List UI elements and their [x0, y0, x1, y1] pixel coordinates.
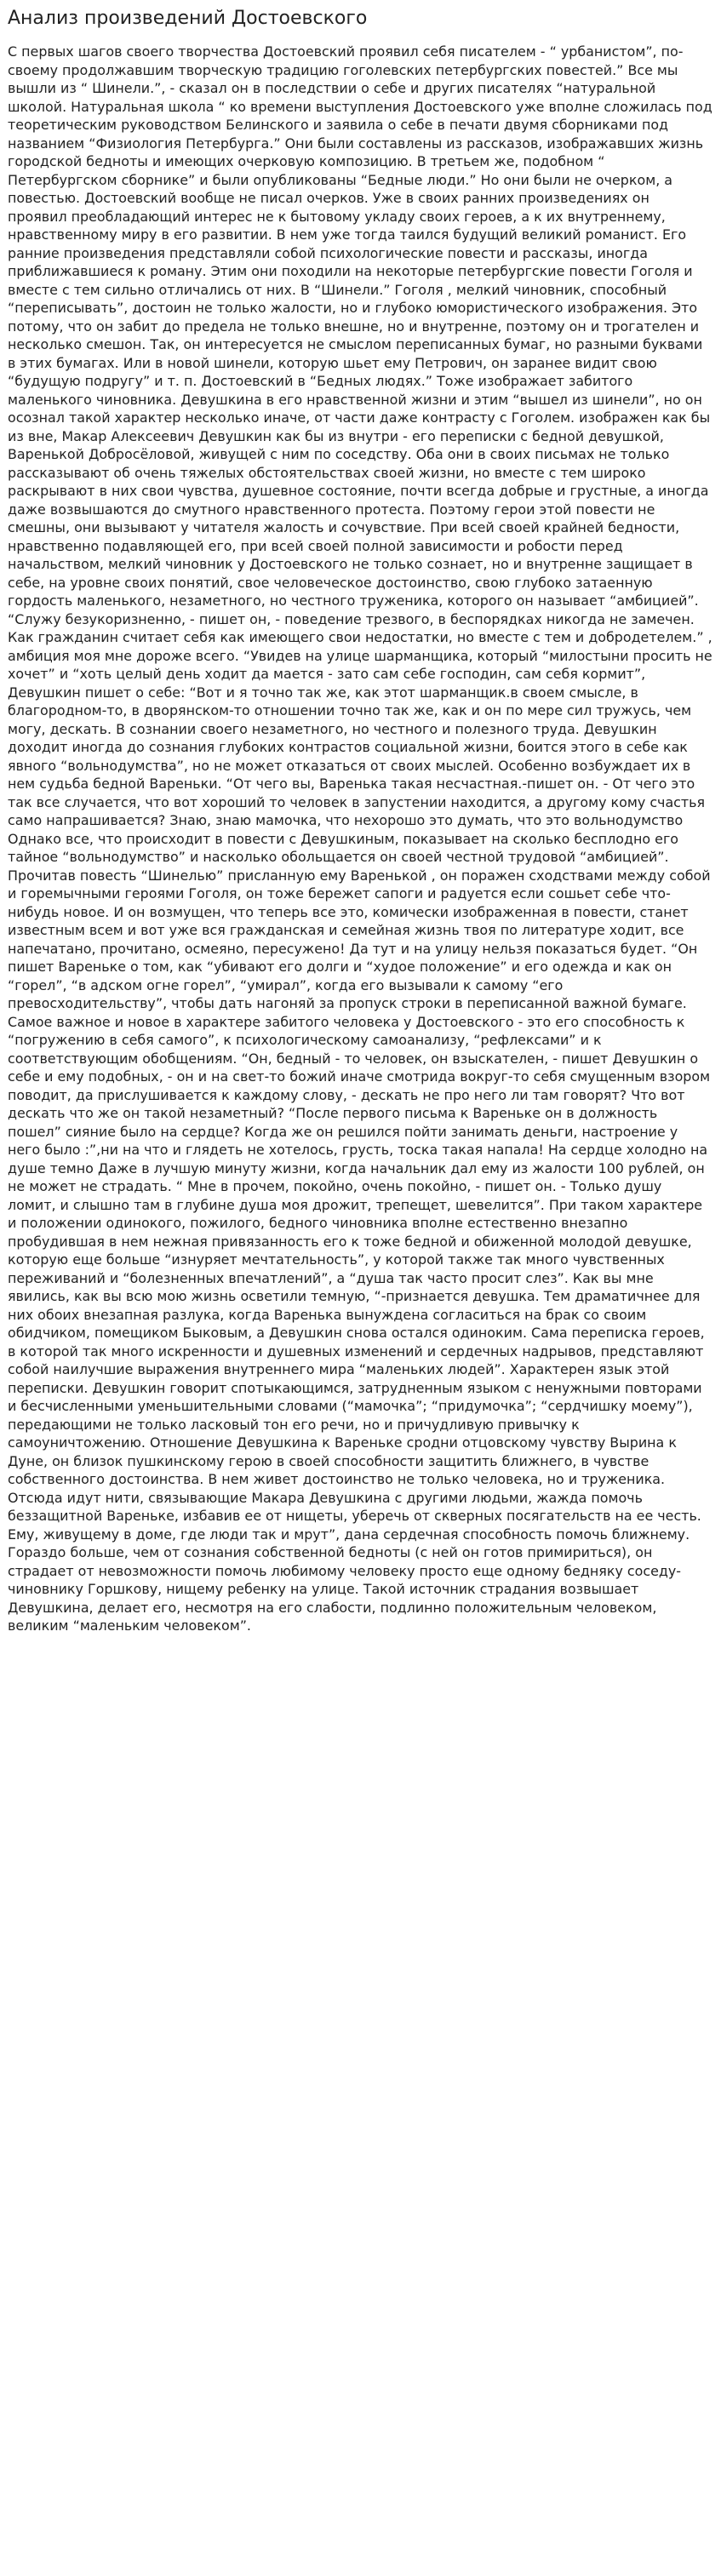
page-title: Анализ произведений Достоевского — [8, 8, 368, 29]
article-body: С первых шагов своего творчества Достоевский проявил себя писателем - “ урбанистом”, по-своему продолжавшим творческую традицию гоголевских петербургских повестей.” Все мы вышли из “ Шинели.”, - сказал он в последствии о себе и других писателях “натуральной школой. Натуральная школа “ ко времени выступления Достоевского уже вполне сложилась под теоретическим руководством Белинского и заявила о себе в печати двумя сборниками под названием “Физиология Петербурга.” Они были составлены из рассказов, изображавших жизнь городской бедноты и имеющих очерковую композицию. В третьем же, подобном “ Петербургском сборнике” и были опубликованы “Бедные люди.” Но они были не очерком, а повестью. Достоевский вообще не писал очерков. Уже в своих ранних произведениях он проявил преобладающий интерес не к бытовому укладу своих героев, а к их внутреннему, нравственному миру в его развитии. В нем уже тогда таился будущий великий романист. Его ранние произведения представляли собой психологические повести и рассказы, иногда приближавшиеся к роману. Этим они походили на некоторые петербургские повести Гоголя и вместе с тем сильно отличались от них. В “Шинели.” Гоголя , мелкий чиновник, способный “переписывать”, достоин не только жалости, но и глубоко юмористического изображения. Это потому, что он забит до предела не только внешне, но и внутренне, поэтому он и трогателен и несколько смешон. Так, он интересуется не смыслом переписанных бумаг, но разными буквами в этих бумагах. Или в новой шинели, которую шьет ему Петрович, он заранее видит свою “будущую подругу” и т. п. Достоевский в “Бедных людях.” Тоже изображает забитого маленького чиновника. Девушкина в его нравственной жизни и этим “вышел из шинели”, но он осознал такой характер несколько иначе, от части даже контрасту с Гоголем. изображен как бы из вне, Макар Алексеевич Девушкин как бы из внутри - его переписки с бедной девушкой, Варенькой Добросёловой, живущей с ним по соседству. Оба они в своих письмах не только рассказывают об очень тяжелых обстоятельствах своей жизни, но вместе с тем широко раскрывают в них свои чувства, душевное состояние, почти всегда добрые и грустные, а иногда даже возвышаются до смутного нравственного протеста. Поэтому герои этой повести не смешны, они вызывают у читателя жалость и сочувствие. При всей своей крайней бедности, нравственно подавляющей его, при всей своей полной зависимости и робости перед начальством, мелкий чиновник у Достоевского не только сознает, но и внутренне защищает в себе, на уровне своих понятий, свое человеческое достоинство, свою глубоко затаенную гордость маленького, незаметного, но честного труженика, которого он называет “амбицией”. “Служу безукоризненно, - пишет он, - поведение трезвого, в беспорядках никогда не замечен. Как гражданин считает себя как имеющего свои недостатки, но вместе с тем и добродетелем.” , амбиция моя мне дороже всего. “Увидев на улице шарманщика, который “милостыни просить не хочет” и “хоть целый день ходит да мается - зато сам себе господин, сам себя кормит”, Девушкин пишет о себе: “Вот и я точно так же, как этот шарманщик.в своем смысле, в благородном-то, в дворянском-то отношении точно так же, как и он по мере сил тружусь, чем могу, дескать. В сознании своего незаметного, но честного и полезного труда. Девушкин доходит иногда до сознания глубоких контрастов социальной жизни, боится этого в себе как явного “вольнодумства”, но не может отказаться от своих мыслей. Особенно возбуждает их в нем судьба бедной Вареньки. “От чего вы, Варенька такая несчастная.-пишет он. - От чего это так все случается, что вот хороший то человек в запустении находится, а другому кому счастья само напрашивается? Знаю, знаю мамочка, что нехорошо это думать, что это вольнодумство Однако все, что происходит в повести с Девушкиным, показывает на сколько бесплодно его тайное “вольнодумство” и насколько обольщается он своей честной трудовой “амбицией”. Прочитав повесть “Шинелью” присланную ему Варенькой , он поражен сходствами между собой и горемычными героями Гоголя, он тоже бережет сапоги и радуется если сошьет себе что-нибудь новое. И он возмущен, что теперь все это, комически изображенная в повести, станет известным всем и вот уже вся гражданская и семейная жизнь твоя по литературе ходит, все напечатано, прочитано, осмеяно, пересужено! Да тут и на улицу нельзя показаться будет. “Он пишет Вареньке о том, как “убивают его долги и “худое положение” и его одежда и как он “горел”, “в адском огне горел”, “умирал”, когда его вызывали к самому “его превосходительству”, чтобы дать нагоняй за пропуск строки в переписанной важной бумаге. Самое важное и новое в характере забитого человека у Достоевского - это его способность к “погружению в себя самого”, к психологическому самоанализу, “рефлексами” и к соответствующим обобщениям. “Он, бедный - то человек, он взыскателен, - пишет Девушкин о себе и ему подобных, - он и на свет-то божий иначе смотрида вокруг-то себя смущенным взором поводит, да прислушивается к каждому слову, - дескать не про него ли там говорят? Что вот дескать что же он такой незаметный? “После первого письма к Вареньке он в должность пошел” сияние было на сердце? Когда же он решился пойти занимать деньги, настроение у него было :”,ни на что и глядеть не хотелось, грусть, тоска такая напала! На сердце холодно на душе темно Даже в лучшую минуту жизни, когда начальник дал ему из жалости 100 рублей, он не может не страдать. “ Мне в прочем, покойно, очень покойно, - пишет он. - Только душу ломит, и слышно там в глубине душа моя дрожит, трепещет, шевелится”. При таком характере и положении одинокого, пожилого, бедного чиновника вполне естественно внезапно пробудившая в нем нежная привязанность его к тоже бедной и обиженной молодой девушке, которую еще больше “изнуряет мечтательность”, у которой также так много чувственных переживаний и “болезненных впечатлений”, а “душа так часто просит слез”. Как вы мне явились, как вы всю мою жизнь осветили темную, “-признается девушка. Тем драматичнее для них обоих внезапная разлука, когда Варенька вынуждена согласиться на брак со своим обидчиком, помещиком Быковым, а Девушкин снова остался одиноким. Сама переписка героев, в которой так много искренности и душевных изменений и сердечных надрывов, представляют собой наилучшие выражения внутреннего мира “маленьких людей”. Характерен язык этой переписки. Девушкин говорит спотыкающимся, затрудненным языком с ненужными повторами и бесчисленными уменьшительными словами (“мамочка”; “придумочка”; “сердчишку моему”), передающими не только ласковый тон его речи, но и причудливую привычку к самоуничтожению. Отношение Девушкина к Вареньке сродни отцовскому чувству Вырина к Дуне, он близок пушкинскому герою в своей способности защитить ближнего, в чувстве собственного достоинства. В нем живет достоинство не только человека, но и труженика. Отсюда идут нити, связывающие Макара Девушкина с другими людьми, жажда помочь беззащитной Вареньке, избавив ее от нищеты, уберечь от скверных посягательств на ее честь. Ему, живущему в доме, где люди так и мрут”, дана сердечная способность помочь ближнему. Гораздо больше, чем от сознания собственной бедноты (с ней он готов примириться), он страдает от невозможности помочь любимому человеку просто еще одному бедняку соседу-чиновнику Горшкову, нищему ребенку на улице. Такой источник страдания возвышает Девушкина, делает его, несмотря на его слабости, подлинно положительным человеком, великим “маленьким человеком”. — [8, 43, 712, 1634]
